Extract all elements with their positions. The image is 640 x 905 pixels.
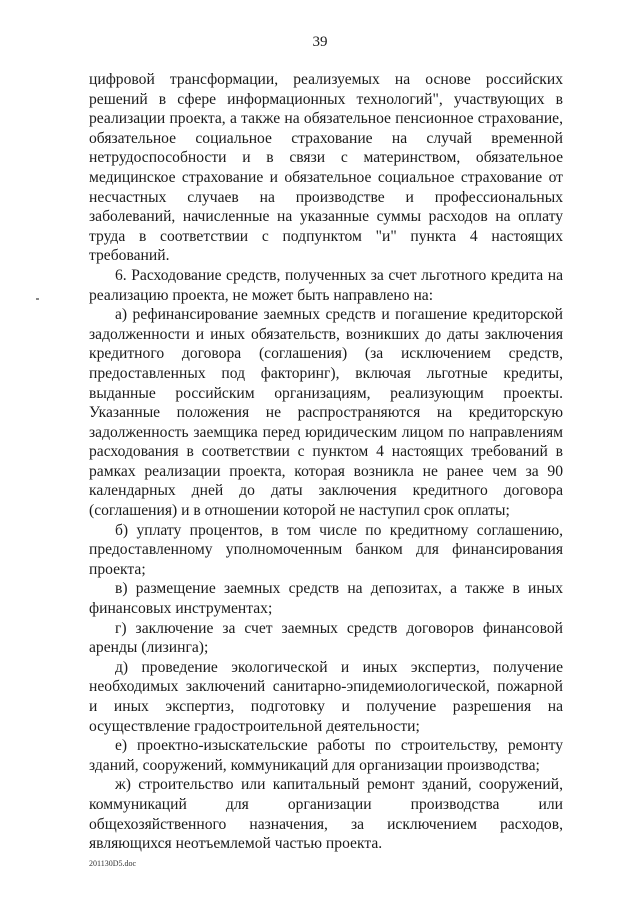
paragraph-subitem-e: е) проектно-изыскательские работы по строительству, ремонту зданий, сооружений, коммуникаций для организации производства; [89, 737, 563, 774]
paragraph-continuation: цифровой трансформации, реализуемых на основе российских решений в сфере информационных технологий", участвующих в реализации проекта, а также на обязательное пенсионное страхование, обязательное социальное страхование на случай временной нетрудоспособности и в связи с материнством, обязательное медицинское страхование и обязательное социальное страхование от несчастных случаев на производстве и профессиональных заболеваний, начисленные на указанные суммы расходов на оплату труда в соответствии с подпунктом "и" пункта 4 настоящих требований. [89, 71, 563, 265]
page-number: 39 [312, 34, 328, 50]
paragraph-subitem-a: а) рефинансирование заемных средств и погашение кредиторской задолженности и иных обязательств, возникших до даты заключения кредитного договора (соглашения) (за исключением средств, предоставленных под факторинг), включая льготные кредиты, выданные российским организациям, реализующим проекты. Указанные положения не распространяются на кредиторскую задолженность заемщика перед юридическим лицом по направлениям расходования в соответствии с пунктом 4 настоящих требований в рамках реализации проекта, которая возникла не ранее чем за 90 календарных дней до даты заключения кредитного договора (соглашения) и в отношении которой не наступил срок оплаты; [89, 306, 563, 520]
paragraph-subitem-d: д) проведение экологической и иных экспертиз, получение необходимых заключений санитарно-эпидемиологической, пожарной и иных экспертиз, подготовку и получение разрешения на осуществление градостроительной деятельности; [89, 658, 563, 735]
paragraph-subitem-v: в) размещение заемных средств на депозитах, а также в иных финансовых инструментах; [89, 580, 563, 618]
footer-file-name: 201130D5.doc [89, 859, 137, 868]
paragraph-subitem-g: г) заключение за счет заемных средств договоров финансовой аренды (лизинга); [89, 619, 563, 657]
paragraph-subitem-zh: ж) строительство или капитальный ремонт зданий, сооружений, коммуникаций для организации производства или общехозяйственного назначения, за исключением расходов, являющихся неотъемлемой частью проекта. [89, 776, 563, 853]
paragraph-item-6: 6. Расходование средств, полученных за счет льготного кредита на реализацию проекта, не может быть направлено на: [89, 266, 563, 304]
margin-mark [36, 298, 39, 300]
paragraph-subitem-b: б) уплату процентов, в том числе по кредитному соглашению, предоставленному уполномоченным банком для финансирования проекта; [89, 521, 563, 578]
document-body [89, 70, 563, 854]
